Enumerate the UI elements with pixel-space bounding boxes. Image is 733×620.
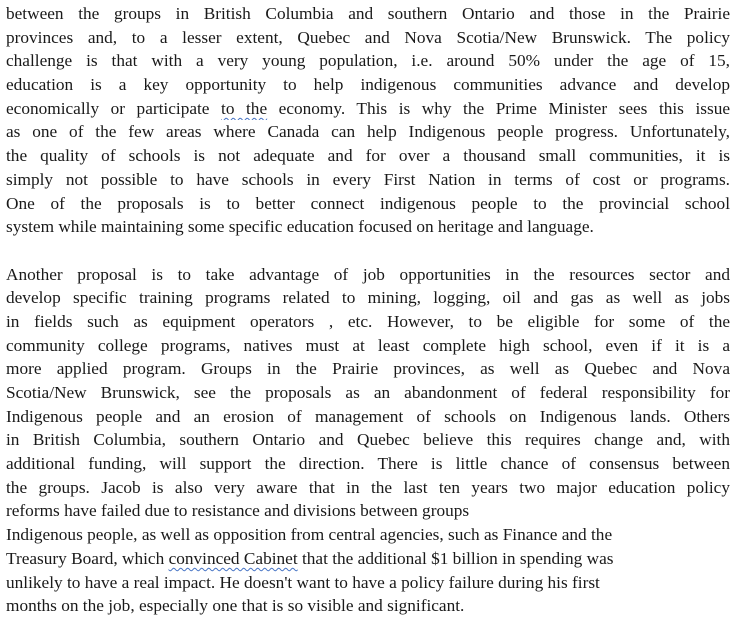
text-line: additional funding, will support the direction. There is little chance of consensus between	[6, 454, 730, 474]
text-line	[6, 97, 730, 121]
grammar-flag-to-the[interactable]: to the	[221, 98, 268, 118]
text-line: system while maintaining some specific education focused on heritage and language.	[6, 217, 594, 237]
text-line: reforms have failed due to resistance and divisions between groups	[6, 501, 470, 521]
text-line: in fields such as equipment operators , etc. However, to be eligible for some of the	[6, 311, 730, 331]
text-line: One of the proposals is to better connect indigenous people to the provincial school	[6, 193, 730, 213]
paragraph-spacer	[6, 239, 730, 263]
text-line: Indigenous people, as well as opposition from central agencies, such as Finance and the	[6, 525, 613, 545]
text-line: as one of the few areas where Canada can help Indigenous people progress. Unfortunately,	[6, 122, 730, 142]
text-line: Indigenous people and an erosion of management of schools on Indigenous lands. Others	[6, 406, 730, 426]
text-line: Scotia/New Brunswick, see the proposals as an abandonment of federal responsibility for	[6, 383, 730, 402]
paragraph-3	[6, 523, 730, 618]
text-line: community college programs, natives must at least complete high school, even if it is a	[6, 335, 730, 355]
text-segment: economically or participate	[6, 98, 222, 118]
text-segment: economy. This is why the Prime Minister sees this issue	[267, 98, 730, 118]
text-line: unlikely to have a real impact. He doesn't want to have a policy failure during his first	[6, 572, 600, 592]
text-line: challenge is that with a very young population, i.e. around 50% under the age of 15,	[6, 51, 730, 71]
text-segment: Treasury Board, which	[6, 548, 169, 568]
text-line: months on the job, especially one that is so visible and significant.	[6, 596, 465, 616]
text-segment: that the additional $1 billion in spending was	[297, 548, 614, 568]
text-line: simply not possible to have schools in every First Nation in terms of cost or programs.	[6, 169, 730, 189]
text-line: the groups. Jacob is also very aware that in the last ten years two major education policy	[6, 477, 730, 497]
text-line: between the groups in British Columbia and southern Ontario and those in the Prairie	[6, 4, 730, 23]
grammar-flag-convinced-cabinet[interactable]: convinced Cabinet	[168, 548, 298, 568]
text-line: in British Columbia, southern Ontario and Quebec believe this requires change and, with	[6, 430, 730, 450]
paragraph-1	[6, 2, 730, 239]
document-body	[6, 2, 730, 618]
paragraph-2	[6, 263, 730, 524]
text-line: more applied program. Groups in the Prairie provinces, as well as Quebec and Nova	[6, 359, 730, 379]
text-line: education is a key opportunity to help indigenous communities advance and develop	[6, 75, 730, 95]
text-line: Another proposal is to take advantage of job opportunities in the resources sector and	[6, 264, 730, 284]
text-line	[6, 547, 730, 571]
text-line: develop specific training programs related to mining, logging, oil and gas as well as jobs	[6, 288, 730, 308]
text-line: the quality of schools is not adequate and for over a thousand small communities, it is	[6, 146, 730, 166]
text-line: provinces and, to a lesser extent, Quebec and Nova Scotia/New Brunswick. The policy	[6, 27, 730, 47]
